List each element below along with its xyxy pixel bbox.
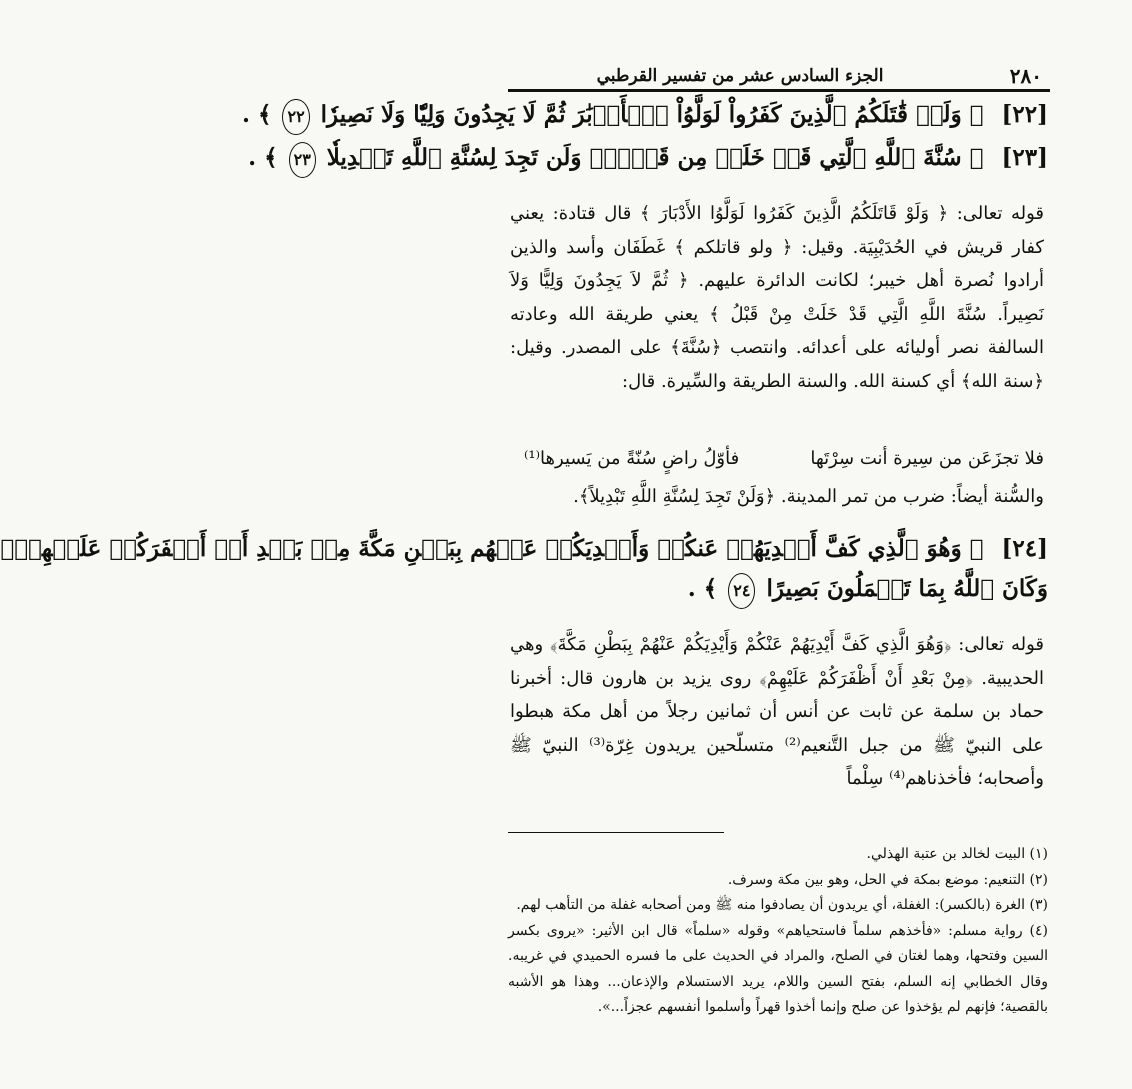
verse-24 — [0, 532, 1048, 566]
verse-number: [٢٢] — [1001, 101, 1048, 128]
verse-text: ﴿ سُنَّةَ ٱللَّهِ ٱلَّتِي قَدۡ خَلَتۡ مِن قَبۡلُۖ وَلَن تَجِدَ لِسُنَّةِ ٱللَّهِ تَبۡدِيلٗا — [326, 144, 984, 171]
verse-text: ﴿ وَلَوۡ قَٰتَلَكُمُ ٱلَّذِينَ كَفَرُواْ لَوَلَّوُاْ ٱلۡأَدۡبَٰرَ ثُمَّ لَا يَجِدُونَ وَلِيّٗا وَلَا نَصِيرٗا — [320, 101, 984, 128]
poetry-verse — [524, 448, 1044, 482]
page-header — [508, 64, 1042, 90]
footnote-4: (٤) رواية مسلم: «فأخذهم سلماً فاستحياهم» وقوله «سلماً» قال ابن الأثير: «يروى بكسر السين وفتحها، وهما لغتان في الصلح، والمراد في الحديث على ما فسره الحميدي في غريبه. وقال الخطابي إنه السلم، بفتح السين واللام، يريد الاستسلام والإذعان... وهذا هو الأشبه بالقصية؛ فإنهم لم يؤخذوا عن صلح وإنما أخذوا قهراً وأسلموا أنفسهم عجزاً...». — [508, 922, 1048, 1015]
commentary-paragraph-2: والسُّنة أيضاً: ضرب من تمر المدينة. ﴿وَلَنْ تَجِدَ لِسُنَّةِ اللَّهِ تَبْدِيلاً﴾. — [573, 486, 1044, 507]
footnote-separator — [508, 832, 724, 833]
verse-end-marker: ٢٢ — [282, 99, 309, 135]
header-rule — [508, 89, 1050, 92]
verse-24-continued — [514, 572, 1048, 609]
footnote-1: (١) البيت لخالد بن عتبة الهذلي. — [866, 846, 1048, 862]
commentary-paragraph-1: قوله تعالى: ﴿ وَلَوْ قَاتَلَكُمُ الَّذِينَ كَفَرُوا لَوَلَّوُا الأَدْبَارَ ﴾ قال قتادة: يعني كفار قريش في الحُدَيْبِيَة. وقيل: ﴿ ولو قاتلكم ﴾ غَطَفَان وأسد والذين أرادوا نُصرة أهل خيبر؛ لكانت الدائرة عليهم. ﴿ ثُمَّ لاَ يَجِدُونَ وَلِيًّا وَلاَ نَصِيراً. سُنَّةَ اللَّهِ الَّتِي قَدْ خَلَتْ مِنْ قَبْلُ ﴾ يعني طريقة الله وعادته السالفة نصر أوليائه على أعدائه. وانتصب ﴿سُنَّةَ﴾ على المصدر. وقيل: ﴿سنة الله﴾ أي كسنة الله. والسنة الطريقة والسِّيرة. قال: — [510, 203, 1044, 392]
verse-number: [٢٤] — [1001, 535, 1048, 562]
running-title: الجزء السادس عشر من تفسير القرطبي — [596, 66, 884, 86]
verse-22 — [241, 98, 1048, 135]
verse-text-line-1: ﴿ وَهُوَ ٱلَّذِي كَفَّ أَيۡدِيَهُمۡ عَنكُمۡ وَأَيۡدِيَكُمۡ عَنۡهُم بِبَطۡنِ مَكَّةَ مِنۢ بَعۡدِ أَنۡ أَظۡفَرَكُمۡ عَلَيۡهِمۡۚ — [0, 535, 984, 562]
verse-end-marker: ٢٣ — [289, 142, 316, 178]
verse-number: [٢٣] — [1001, 144, 1048, 171]
footnotes — [508, 842, 1048, 1021]
verse-23 — [248, 141, 1048, 178]
verse-close: ﴾ . — [687, 575, 718, 602]
footnote-2: (٢) التنعيم: موضع بمكة في الحل، وهو بين مكة وسرف. — [727, 871, 1048, 888]
poem-hemistich-1: فلا تجزَعَن من سِيرة أنت سِرْتَها — [810, 448, 1044, 469]
commentary-paragraph-3: قوله تعالى: ﴿وَهُوَ الَّذِي كَفَّ أَيْدِيَهُمْ عَنْكُمْ وَأَيْدِيَكُمْ عَنْهُمْ بِبَطْنِ مَكَّةَ﴾ وهي الحديبية. ﴿مِنْ بَعْدِ أَنْ أَظْفَرَكُمْ عَلَيْهِمْ﴾ روى يزيد بن هارون قال: أخبرنا حماد بن سلمة عن ثابت عن أنس أن ثمانين رجلاً من أهل مكة هبطوا على النبيّ ﷺ من جبل التَّنعيم⁽²⁾ متسلّحين يريدون غِرّة⁽³⁾ النبيّ ﷺ وأصحابه؛ فأخذناهم⁽⁴⁾ سِلْماً — [510, 634, 1044, 789]
verse-close: ﴾ . — [248, 144, 278, 171]
verse-close: ﴾ . — [241, 101, 272, 128]
footnote-3: (٣) الغرة (بالكسر): الغفلة، أي يريدون أن يصادفوا منه ﷺ ومن أصحابه غفلة من التأهب لهم. — [516, 897, 1048, 913]
poem-hemistich-2: فأوّلُ راضٍ سُنّةً من يَسيرها⁽¹⁾ — [524, 448, 740, 469]
verse-end-marker: ٢٤ — [728, 573, 755, 609]
verse-text-line-2: وَكَانَ ٱللَّهُ بِمَا تَعۡمَلُونَ بَصِيرًا — [766, 575, 1048, 602]
page-number: ٢٨٠ — [1009, 64, 1042, 88]
